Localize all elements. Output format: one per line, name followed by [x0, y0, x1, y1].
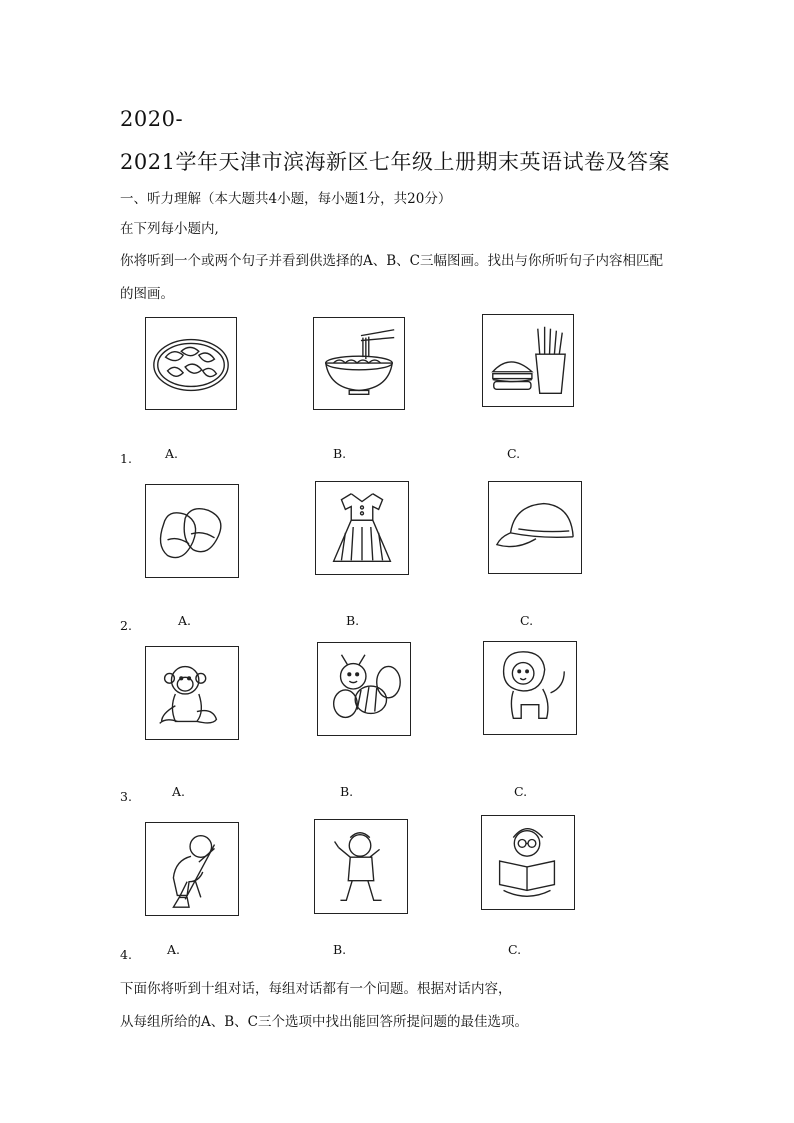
- monkey-icon: [145, 646, 239, 740]
- page-title-line-2: 2021学年天津市滨海新区七年级上册期末英语试卷及答案: [120, 150, 670, 174]
- section-heading: 一、听力理解（本大题共4小题，每小题1分，共20分）: [120, 191, 452, 207]
- option-c-label: C.: [508, 942, 522, 957]
- burger-fries-icon: [482, 314, 574, 407]
- noodles-icon: [313, 317, 405, 410]
- sweeping-boy-icon: [145, 822, 239, 916]
- option-b-label: B.: [333, 942, 347, 957]
- instruction-line-1: 在下列每小题内,: [120, 221, 219, 237]
- option-b-label: B.: [340, 784, 354, 799]
- gloves-icon: [145, 484, 239, 578]
- question-number: 4.: [120, 947, 132, 962]
- option-a-label: A.: [167, 942, 181, 957]
- option-a-label: A.: [178, 613, 192, 628]
- footer-instruction-line-1: 下面你将听到十组对话，每组对话都有一个问题。根据对话内容，: [120, 981, 512, 997]
- option-b-label: B.: [333, 446, 347, 461]
- question-number: 2.: [120, 618, 132, 633]
- option-a-label: A.: [172, 784, 186, 799]
- page-title-line-1: 2020-: [120, 107, 184, 131]
- option-b-label: B.: [346, 613, 360, 628]
- option-c-label: C.: [520, 613, 534, 628]
- dancing-boy-icon: [314, 819, 408, 914]
- footer-instruction-line-2: 从每组所给的A、B、C三个选项中找出能回答所提问题的最佳选项。: [120, 1014, 528, 1030]
- dress-icon: [315, 481, 409, 575]
- dumplings-icon: [145, 317, 237, 410]
- cap-icon: [488, 481, 582, 574]
- bee-icon: [317, 642, 411, 736]
- instruction-line-2: 你将听到一个或两个句子并看到供选择的A、B、C三幅图画。找出与你所听句子内容相匹配: [120, 253, 663, 269]
- option-a-label: A.: [165, 446, 179, 461]
- option-c-label: C.: [507, 446, 521, 461]
- question-number: 3.: [120, 789, 132, 804]
- lion-icon: [483, 641, 577, 735]
- option-c-label: C.: [514, 784, 528, 799]
- reading-boy-icon: [481, 815, 575, 910]
- question-number: 1.: [120, 451, 132, 466]
- instruction-line-3: 的图画。: [120, 286, 174, 302]
